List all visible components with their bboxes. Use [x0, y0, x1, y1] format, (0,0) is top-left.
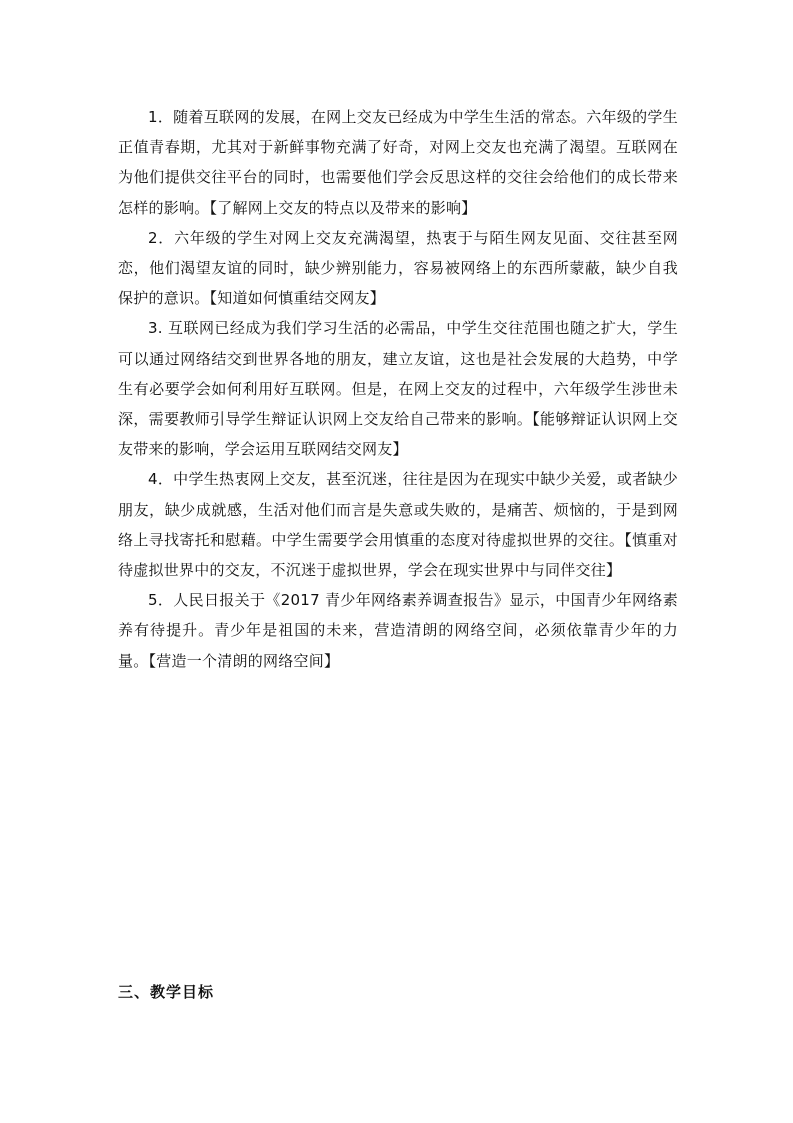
paragraph-3: 3. 互联网已经成为我们学习生活的必需品，中学生交往范围也随之扩大，学生可以通过网络结交到世界各地的朋友，建立友谊，这也是社会发展的大趋势，中学生有必要学会如何利用好互联网。但是，在网上交友的过程中，六年级学生涉世未深，需要教师引导学生辩证认识网上交友给自己带来的影响。【能够辩证认识网上交友带来的影响，学会运用互联网结交网友】 [118, 319, 678, 459]
paragraph-4: 4．中学生热衷网上交友，甚至沉迷，往往是因为在现实中缺少关爱，或者缺少朋友，缺少成就感，生活对他们而言是失意或失败的，是痛苦、烦恼的，于是到网络上寻找寄托和慰藉。中学生需要学会用慎重的态度对待虚拟世界的交往。【慎重对待虚拟世界中的交友，不沉迷于虚拟世界，学会在现实世界中与同伴交往】 [118, 470, 678, 580]
paragraph-1: 1．随着互联网的发展，在网上交友已经成为中学生生活的常态。六年级的学生正值青春期，尤其对于新鲜事物充满了好奇，对网上交友也充满了渴望。互联网在为他们提供交往平台的同时，也需要他们学会反思这样的交往会给他们的成长带来怎样的影响。【了解网上交友的特点以及带来的影响】 [118, 108, 678, 217]
section-heading: 三、教学目标 [118, 983, 215, 1001]
body-text [118, 102, 678, 676]
paragraph-2: 2．六年级的学生对网上交友充满渴望，热衷于与陌生网友见面、交往甚至网恋，他们渴望友谊的同时，缺少辨别能力，容易被网络上的东西所蒙蔽，缺少自我保护的意识。【知道如何慎重结交网友】 [118, 228, 678, 308]
paragraph-5: 5．人民日报关于《2017 青少年网络素养调查报告》显示，中国青少年网络素养有待提升。青少年是祖国的未来，营造清朗的网络空间，必须依靠青少年的力量。【营造一个清朗的网络空间】 [118, 591, 678, 670]
